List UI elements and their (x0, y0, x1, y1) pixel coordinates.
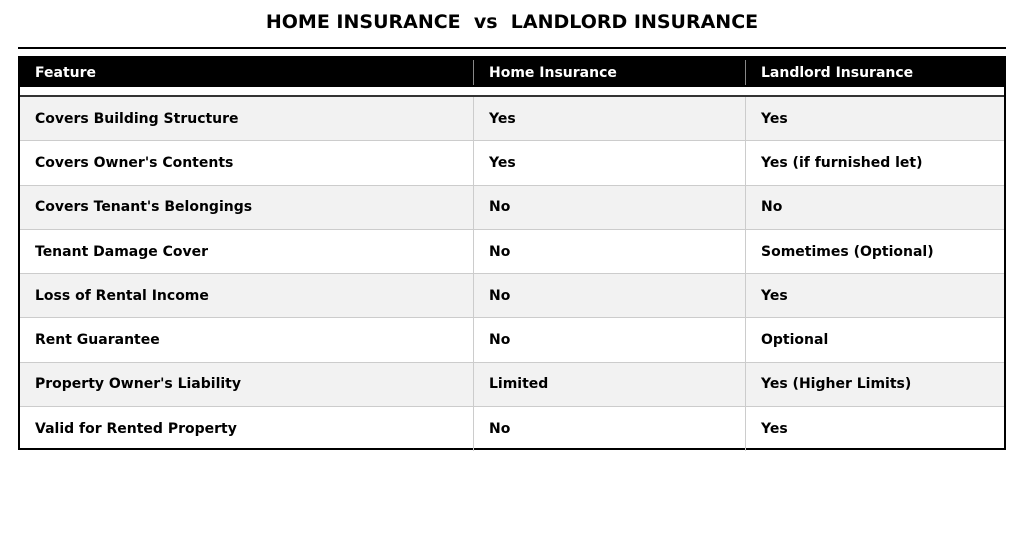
header-home-insurance: Home Insurance (473, 60, 745, 85)
home-cell: No (473, 186, 745, 229)
landlord-cell: Yes (745, 274, 1004, 317)
feature-cell: Rent Guarantee (35, 332, 160, 349)
landlord-cell: Yes (745, 97, 1004, 140)
home-cell: Limited (473, 363, 745, 406)
feature-cell: Covers Tenant's Belongings (35, 199, 253, 216)
table-row (20, 97, 1004, 141)
landlord-cell: Yes (745, 407, 1004, 451)
feature-cell: Property Owner's Liability (35, 376, 241, 393)
landlord-cell: Yes (Higher Limits) (745, 363, 1004, 406)
comparison-table (18, 56, 1006, 450)
home-cell: Yes (473, 97, 745, 140)
table-row (20, 407, 1004, 451)
feature-cell: Tenant Damage Cover (35, 243, 209, 260)
table-body (20, 97, 1004, 451)
table-row (20, 141, 1004, 185)
landlord-cell: Optional (745, 318, 1004, 361)
feature-cell: Valid for Rented Property (35, 421, 237, 438)
landlord-cell: Yes (if furnished let) (745, 141, 1004, 184)
feature-cell: Covers Owner's Contents (35, 154, 234, 171)
header-landlord-insurance: Landlord Insurance (745, 60, 1004, 85)
feature-cell: Loss of Rental Income (35, 287, 209, 304)
home-cell: No (473, 230, 745, 273)
title-divider (18, 47, 1006, 49)
header-feature: Feature (35, 64, 96, 81)
home-cell: Yes (473, 141, 745, 184)
home-cell: No (473, 274, 745, 317)
page-title: HOME INSURANCE vs LANDLORD INSURANCE (265, 11, 759, 33)
table-row (20, 318, 1004, 362)
table-row (20, 274, 1004, 318)
landlord-cell: No (745, 186, 1004, 229)
home-cell: No (473, 407, 745, 451)
table-row (20, 363, 1004, 407)
landlord-cell: Sometimes (Optional) (745, 230, 1004, 273)
table-row (20, 186, 1004, 230)
home-cell: No (473, 318, 745, 361)
feature-cell: Covers Building Structure (35, 110, 239, 127)
table-header (20, 58, 1004, 87)
table-row (20, 230, 1004, 274)
